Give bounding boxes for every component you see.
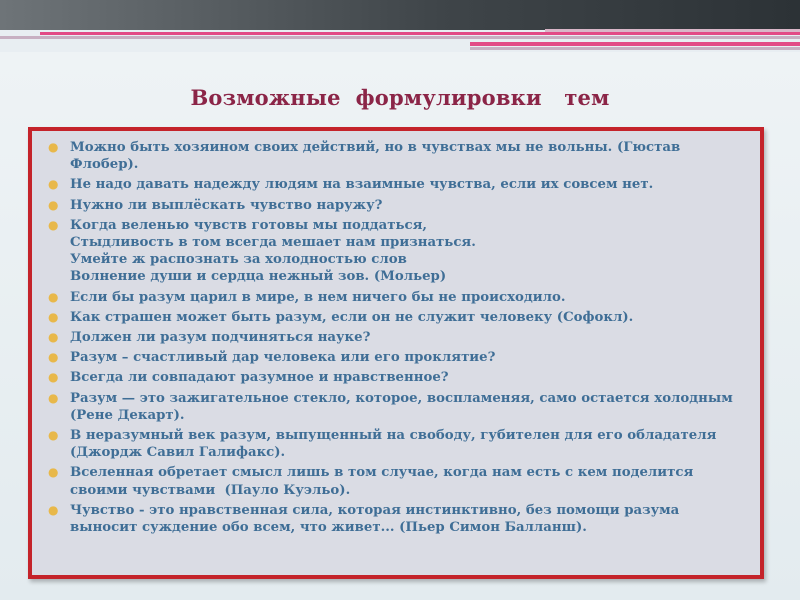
- topics-list: [32, 131, 760, 536]
- list-item: [48, 464, 746, 498]
- bullet-icon: ●: [48, 197, 59, 212]
- list-item-text: Чувство - это нравственная сила, которая инстинктивно, без помощи разума выносит суждение обо всем, что живет... (Пьер Симон Балланш).: [70, 502, 684, 536]
- list-item: [48, 369, 746, 386]
- decorative-stripe: [0, 36, 800, 39]
- list-item-text: Как страшен может быть разум, если он не служит человеку (Софокл).: [70, 309, 634, 325]
- list-item: [48, 427, 746, 461]
- list-item: [48, 502, 746, 536]
- list-item: [48, 329, 746, 346]
- bullet-icon: ●: [48, 465, 59, 480]
- list-item-text: Всегда ли совпадают разумное и нравственное?: [70, 370, 449, 386]
- bullet-icon: ●: [48, 217, 59, 232]
- decorative-stripe: [470, 47, 800, 50]
- list-item-text: Разум — это зажигательное стекло, которое, воспламеняя, само остается холодным (Рене Декарт).: [70, 390, 738, 423]
- list-item: [48, 197, 746, 214]
- list-item-text: Должен ли разум подчиняться науке?: [70, 330, 371, 346]
- list-item-text: Вселенная обретает смысл лишь в том случае, когда нам есть с кем поделится своими чувствами (Пауло Куэльо).: [70, 465, 698, 498]
- list-item: [48, 349, 746, 366]
- bullet-icon: ●: [48, 370, 59, 385]
- list-item: [48, 139, 746, 173]
- list-item-text: Разум – счастливый дар человека или его проклятие?: [70, 350, 496, 366]
- bullet-icon: ●: [48, 309, 59, 324]
- list-item-text: Нужно ли выплёскать чувство наружу?: [70, 197, 383, 213]
- decorative-stripe: [40, 32, 800, 35]
- bullet-icon: ●: [48, 177, 59, 192]
- decorative-stripe: [470, 42, 800, 46]
- list-item-text: Можно быть хозяином своих действий, но в чувствах мы не вольны. (Гюстав Флобер).: [70, 140, 685, 173]
- topics-box: [28, 127, 764, 579]
- bullet-icon: ●: [48, 502, 59, 517]
- bullet-icon: ●: [48, 350, 59, 365]
- bullet-icon: ●: [48, 330, 59, 345]
- bullet-icon: ●: [48, 140, 59, 154]
- bullet-icon: ●: [48, 428, 59, 443]
- list-item: [48, 176, 746, 193]
- list-item-text: Когда веленью чувств готовы мы поддаться, Стыдливость в том всегда мешает нам признаться. Умейте ж распознать за холодностью слов Волнение души и сердца нежный зов. (Мольер): [70, 217, 476, 285]
- bullet-icon: ●: [48, 390, 59, 405]
- header-band: [0, 0, 800, 30]
- slide-title: Возможные формулировки тем: [190, 85, 610, 110]
- list-item-text: Не надо давать надежду людям на взаимные чувства, если их совсем нет.: [70, 177, 654, 193]
- bullet-icon: ●: [48, 289, 59, 304]
- list-item: [48, 289, 746, 306]
- list-item: [48, 390, 746, 424]
- list-item-text: Если бы разум царил в мире, в нем ничего бы не происходило.: [70, 289, 566, 305]
- list-item-text: В неразумный век разум, выпущенный на свободу, губителен для его обладателя (Джордж Савил Галифакс).: [70, 428, 726, 461]
- list-item: [48, 217, 746, 286]
- list-item: [48, 309, 746, 326]
